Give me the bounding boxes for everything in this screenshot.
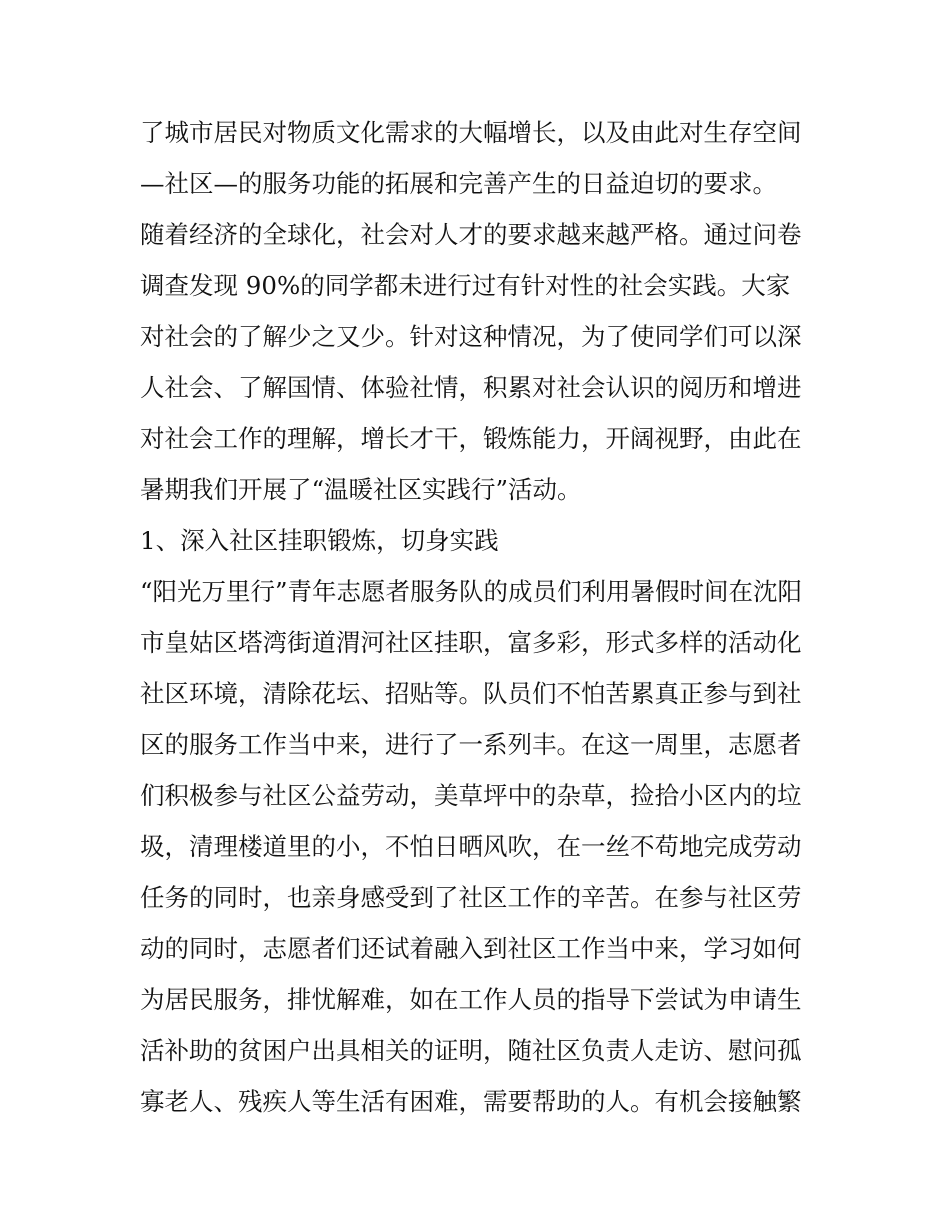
text-line: 对社会的了解少之又少。针对这种情况，为了使同学们可以深 bbox=[140, 322, 802, 351]
text-line: 调查发现 90%的同学都未进行过有针对性的社会实践。大家 bbox=[140, 271, 791, 300]
section-heading: 1、深入社区挂职锻炼，切身实践 bbox=[140, 526, 499, 555]
text-line: 为居民服务，排忧解难，如在工作人员的指导下尝试为申请生 bbox=[140, 985, 802, 1014]
text-line: 了城市居民对物质文化需求的大幅增长，以及由此对生存空间 bbox=[140, 118, 802, 147]
text-line: 们积极参与社区公益劳动，美草坪中的杂草，捡拾小区内的垃 bbox=[140, 781, 802, 810]
text-line: 随着经济的全球化，社会对人才的要求越来越严格。通过问卷 bbox=[140, 220, 802, 249]
body-text bbox=[140, 107, 830, 1127]
text-line: 暑期我们开展了“温暖社区实践行”活动。 bbox=[140, 475, 582, 504]
text-line: “阳光万里行”青年志愿者服务队的成员们利用暑假时间在沈阳 bbox=[140, 577, 803, 606]
text-line: 圾，清理楼道里的小，不怕日晒风吹，在一丝不苟地完成劳动 bbox=[140, 832, 802, 861]
text-line: 对社会工作的理解，增长才干，锻炼能力，开阔视野，由此在 bbox=[140, 424, 802, 453]
text-line: —社区—的服务功能的拓展和完善产生的日益迫切的要求。 bbox=[140, 169, 777, 198]
text-line: 寡老人、残疾人等生活有困难，需要帮助的人。有机会接触繁 bbox=[140, 1087, 802, 1116]
text-line: 任务的同时，也亲身感受到了社区工作的辛苦。在参与社区劳 bbox=[140, 883, 802, 912]
text-line: 市皇姑区塔湾街道渭河社区挂职，富多彩，形式多样的活动化 bbox=[140, 628, 802, 657]
text-line: 区的服务工作当中来，进行了一系列丰。在这一周里，志愿者 bbox=[140, 730, 802, 759]
text-line: 人社会、了解国情、体验社情，积累对社会认识的阅历和增进 bbox=[140, 373, 802, 402]
text-line: 动的同时，志愿者们还试着融入到社区工作当中来，学习如何 bbox=[140, 934, 802, 963]
text-line: 社区环境，清除花坛、招贴等。队员们不怕苦累真正参与到社 bbox=[140, 679, 802, 708]
text-line: 活补助的贫困户出具相关的证明，随社区负责人走访、慰问孤 bbox=[140, 1036, 802, 1065]
